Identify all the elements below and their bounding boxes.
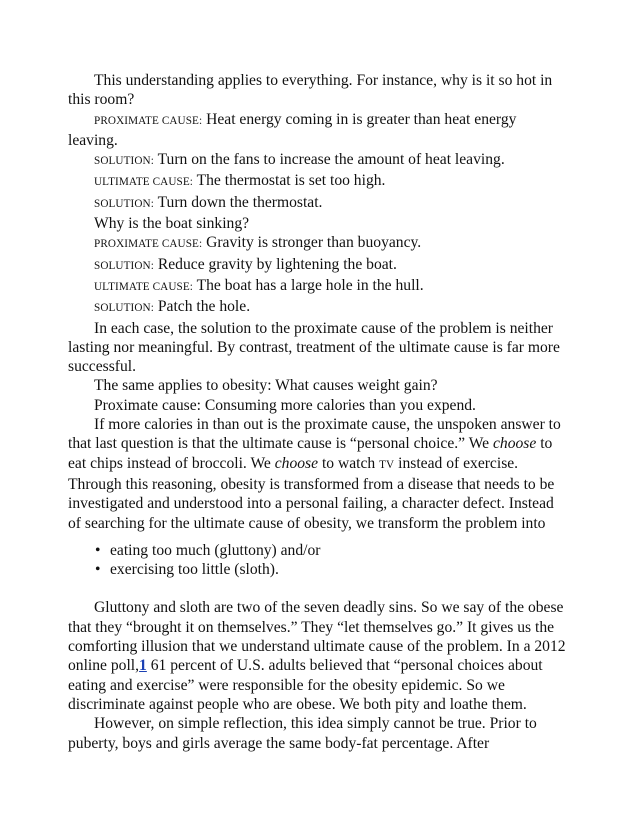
bullet-list [68, 541, 568, 580]
paragraph-however: However, on simple reflection, this idea simply cannot be true. Prior to puberty, boys and girls average the same body-fat percentage. After [68, 715, 537, 752]
list-item: • eating too much (gluttony) and/or [95, 541, 321, 559]
paragraph-boat-solution-2: SOLUTION: Patch the hole. [94, 298, 251, 316]
paragraph-room-solution-2: SOLUTION: Turn down the thermostat. [94, 193, 323, 211]
paragraph-boat-proximate: PROXIMATE CAUSE: Gravity is stronger than buoyancy. [94, 234, 422, 252]
proximate-cause-label: PROXIMATE CAUSE: [94, 114, 203, 127]
emphasis-choose: choose [274, 454, 319, 472]
paragraph-each-case: In each case, the solution to the proximate cause of the problem is neither lasting nor meaningful. By contrast, treatment of the ultimate cause is far more successful. [68, 319, 560, 376]
paragraph-gluttony-sloth: Gluttony and sloth are two of the seven deadly sins. So we say of the obese that they “brought it on themselves.” They “let themselves go.” It gives us the comforting illusion that we understand ultimate cause of the problem. In a 2012 online poll,1 61 percent of U.S. adults believed that “personal choices about eating and exercise” were responsible for the obesity epidemic. So we discriminate against people who are obese. We both pity and loathe them. [68, 599, 566, 713]
document-page [68, 71, 568, 753]
paragraph-personal-choice: If more calories in than out is the proximate cause, the unspoken answer to that last question is that the ultimate cause is “personal choice.” We choose to eat chips instead of broccoli. We choose to watch TV instead of exercise. Through this reasoning, obesity is transformed from a disease that needs to be investigated and understood into a personal failing, a character defect. Instead of searching for the ultimate cause of obesity, we transform the problem into [68, 416, 561, 532]
proximate-cause-label: PROXIMATE CAUSE: [94, 238, 203, 251]
bullet-icon: • [95, 561, 101, 579]
paragraph-room-proximate: PROXIMATE CAUSE: Heat energy coming in is greater than heat energy leaving. [68, 110, 517, 149]
paragraph-hot-room: This understanding applies to everything. For instance, why is it so hot in this room? [68, 72, 553, 109]
emphasis-choose: choose [493, 435, 537, 453]
paragraph-room-solution-1: SOLUTION: Turn on the fans to increase the amount of heat leaving. [94, 151, 505, 169]
ultimate-cause-label: ULTIMATE CAUSE: [94, 176, 193, 189]
solution-label: SOLUTION: [94, 302, 154, 315]
solution-label: SOLUTION: [94, 197, 154, 210]
paragraph-boat-solution-1: SOLUTION: Reduce gravity by lightening the boat. [94, 255, 397, 273]
paragraph-obesity-question: The same applies to obesity: What causes weight gain? [94, 377, 438, 395]
solution-label: SOLUTION: [94, 155, 154, 168]
paragraph-boat-ultimate: ULTIMATE CAUSE: The boat has a large hole in the hull. [94, 276, 424, 294]
bullet-icon: • [95, 541, 101, 559]
tv-abbreviation: TV [379, 458, 395, 471]
paragraph-boat-question: Why is the boat sinking? [94, 215, 250, 233]
paragraph-obesity-proximate: Proximate cause: Consuming more calories than you expend. [94, 396, 476, 414]
list-item: • exercising too little (sloth). [95, 561, 279, 579]
ultimate-cause-label: ULTIMATE CAUSE: [94, 280, 193, 293]
solution-label: SOLUTION: [94, 259, 154, 272]
paragraph-room-ultimate: ULTIMATE CAUSE: The thermostat is set too high. [94, 172, 386, 190]
footnote-link[interactable]: 1 [139, 657, 147, 675]
